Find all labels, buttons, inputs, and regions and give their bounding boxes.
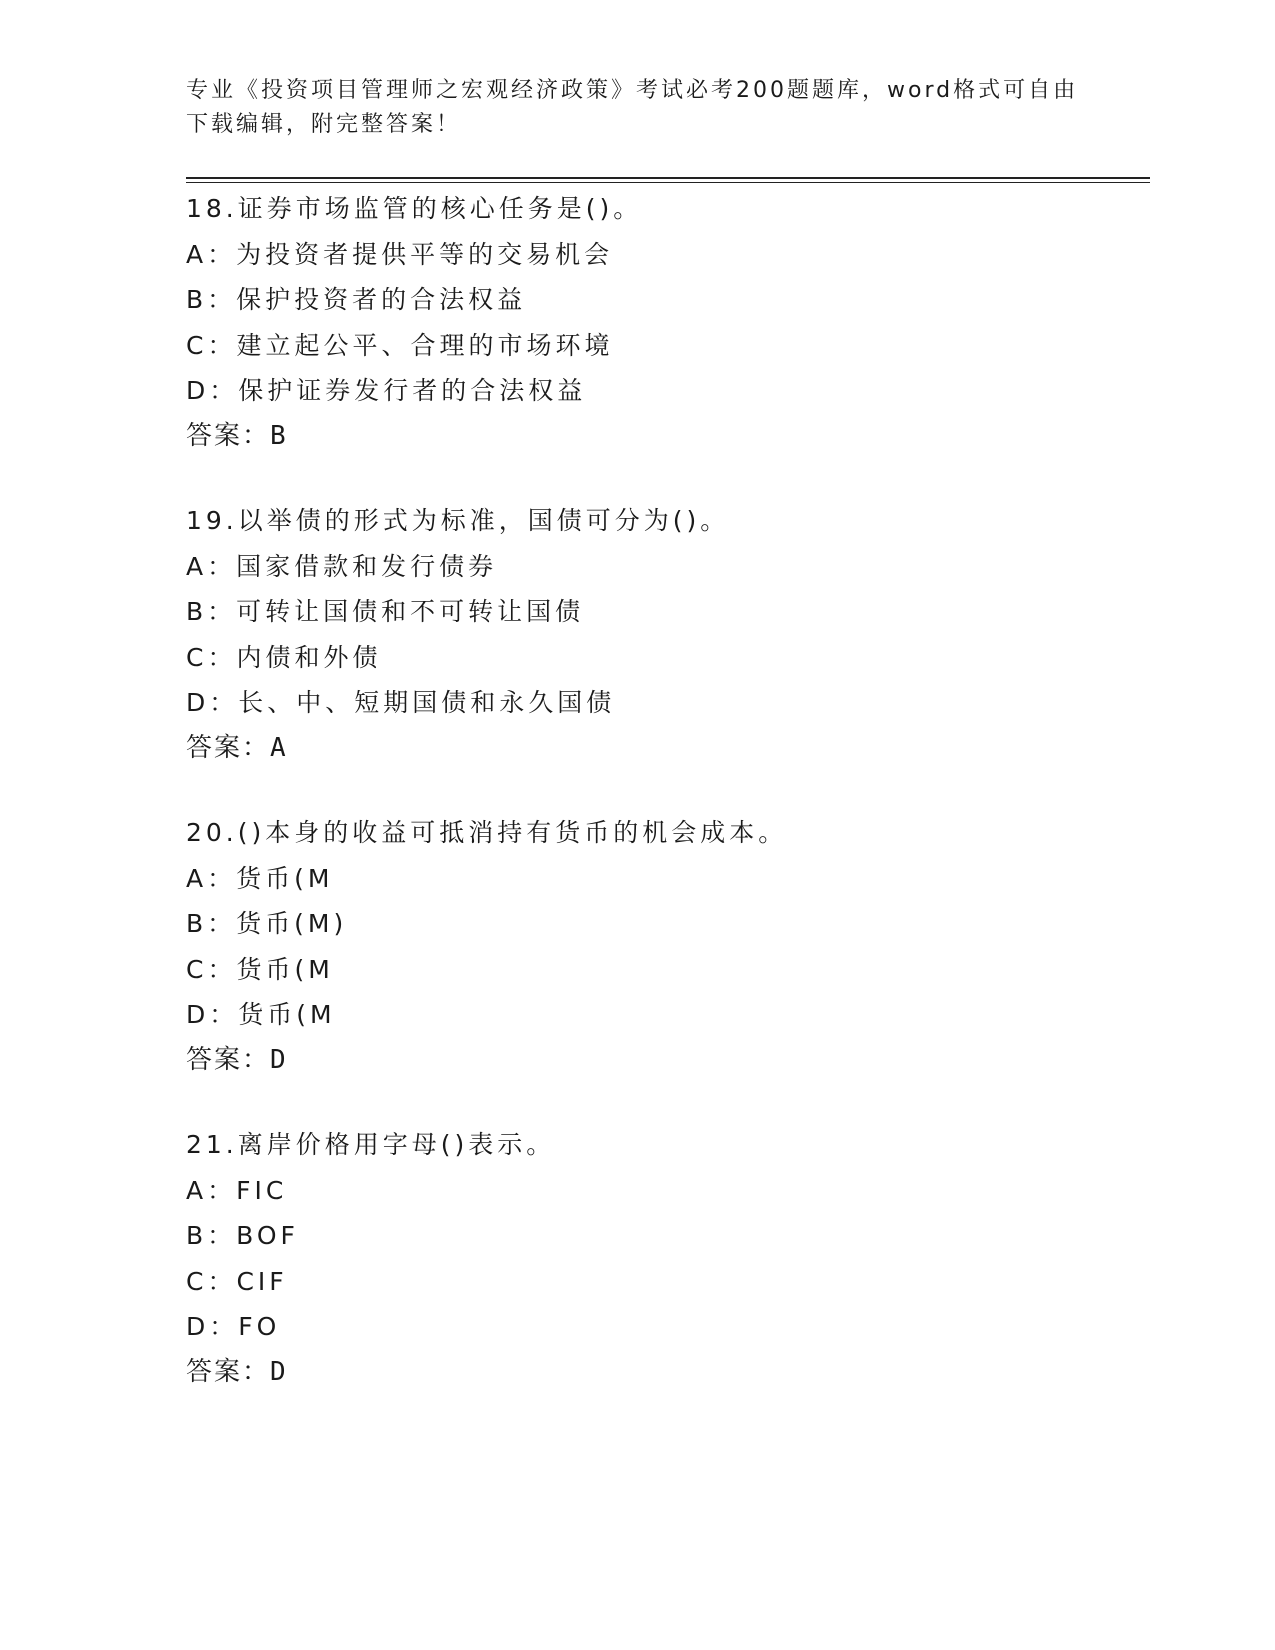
answer-label: 答案：	[186, 1356, 271, 1387]
option-c: C：货币(M	[186, 954, 334, 984]
document-header	[186, 74, 1079, 142]
answer-value: B	[270, 420, 288, 451]
question-stem: 18.证券市场监管的核心任务是()。	[186, 194, 643, 223]
question-stem: 20.()本身的收益可抵消持有货币的机会成本。	[186, 818, 788, 847]
answer-line	[186, 1350, 1146, 1396]
question-stem: 19.以举债的形式为标准，国债可分为()。	[186, 506, 730, 535]
header-divider-thin	[186, 182, 1150, 183]
answer-label: 答案：	[186, 1044, 271, 1075]
answer-label: 答案：	[186, 732, 271, 763]
answer-line	[186, 414, 1146, 460]
option-a: A：为投资者提供平等的交易机会	[186, 239, 614, 269]
answer-line	[186, 726, 1146, 772]
option-a: A：FIC	[186, 1175, 288, 1205]
option-b: B：BOF	[186, 1221, 299, 1250]
option-a: A：货币(M	[186, 863, 334, 893]
option-c: C：内债和外债	[186, 642, 382, 672]
question-block	[186, 186, 1146, 459]
answer-value: A	[270, 732, 288, 763]
question-stem: 21.离岸价格用字母()表示。	[186, 1130, 556, 1159]
option-d: D：保护证券发行者的合法权益	[186, 376, 587, 405]
question-block	[186, 1122, 1146, 1395]
header-line-1: 专业《投资项目管理师之宏观经济政策》考试必考200题题库，word格式可自由	[186, 78, 1079, 103]
option-c: C：CIF	[186, 1266, 288, 1296]
answer-line	[186, 1038, 1146, 1084]
option-b: B：保护投资者的合法权益	[186, 285, 527, 314]
header-line-2: 下载编辑，附完整答案！	[186, 112, 462, 137]
answer-value: D	[270, 1044, 288, 1075]
answer-label: 答案：	[186, 420, 271, 451]
option-b: B：货币(M)	[186, 909, 348, 938]
answer-value: D	[270, 1356, 288, 1387]
option-d: D：长、中、短期国债和永久国债	[186, 688, 616, 717]
question-block	[186, 498, 1146, 771]
option-c: C：建立起公平、合理的市场环境	[186, 330, 614, 360]
option-a: A：国家借款和发行债券	[186, 551, 498, 581]
header-divider-thick	[186, 177, 1150, 179]
question-block	[186, 810, 1146, 1083]
option-b: B：可转让国债和不可转让国债	[186, 597, 585, 626]
option-d: D：货币(M	[186, 1000, 336, 1029]
option-d: D：FO	[186, 1312, 281, 1341]
